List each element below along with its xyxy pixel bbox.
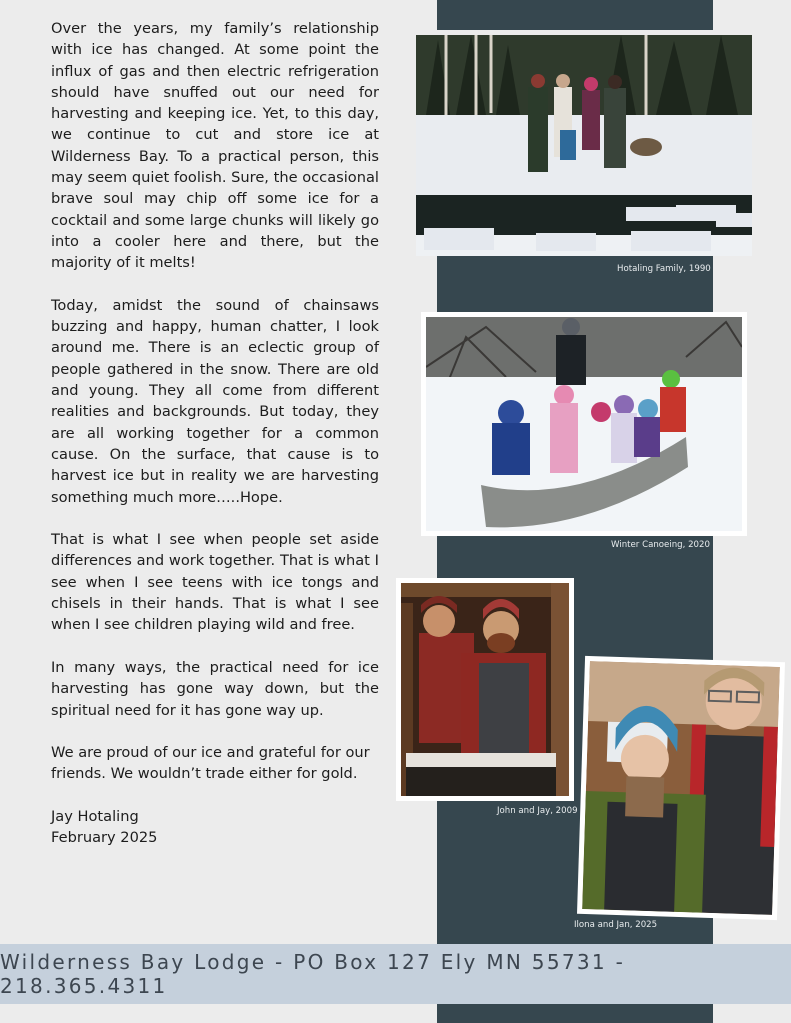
photo-winter-canoeing bbox=[421, 312, 747, 536]
article-paragraph: In many ways, the practical need for ice harvesting has gone way down, but the spiritual need for it has gone way up. bbox=[51, 658, 379, 719]
article-paragraph: We are proud of our ice and grateful for our friends. We wouldn’t trade either for gold. bbox=[51, 744, 370, 783]
photo-caption: Winter Canoeing, 2020 bbox=[611, 540, 710, 550]
photo-caption: Ilona and Jan, 2025 bbox=[574, 920, 658, 930]
decorative-strip-bottom bbox=[437, 1004, 713, 1023]
footer-contact-text: Wilderness Bay Lodge - PO Box 127 Ely MN 55731 - 218.365.4311 bbox=[0, 950, 626, 998]
decorative-strip-top bbox=[437, 0, 713, 30]
author-name: Jay Hotaling bbox=[51, 807, 139, 825]
article-paragraph: Today, amidst the sound of chainsaws buzzing and happy, human chatter, I look around me. There is an eclectic group of people gathered in the snow. There are old and young. They all come from different realities and backgrounds. But today, they are all working together for a common cause. On the surface, that cause is to harvest ice but in reality we are harvesting something much more…..Hope. bbox=[51, 296, 379, 506]
article-paragraph: Over the years, my family’s relationship with ice has changed. At some point the influx of gas and then electric refrigeration should have snuffed out our need for harvesting and keeping ice. Yet, to this day, we continue to cut and store ice at Wilderness Bay. To a practical person, this may seem quiet foolish. Sure, the occasional brave soul may chip off some ice for a cocktail and some large chunks will likely go into a cooler here and there, but the majority of it melts! bbox=[51, 20, 379, 272]
article-body bbox=[51, 18, 379, 849]
article-date: February 2025 bbox=[51, 829, 158, 847]
photo-ilona-and-jan bbox=[577, 656, 785, 920]
article-paragraph: That is what I see when people set aside differences and work together. That is what I see when I see teens with ice tongs and chisels in their hands. That is what I see when I see children playing wild and free. bbox=[51, 531, 379, 634]
photo-caption: Hotaling Family, 1990 bbox=[617, 264, 711, 274]
photo-caption: John and Jay, 2009 bbox=[497, 806, 578, 816]
footer-contact-band bbox=[0, 944, 791, 1004]
photo-hotaling-family bbox=[416, 35, 752, 256]
photo-john-and-jay bbox=[396, 578, 574, 801]
